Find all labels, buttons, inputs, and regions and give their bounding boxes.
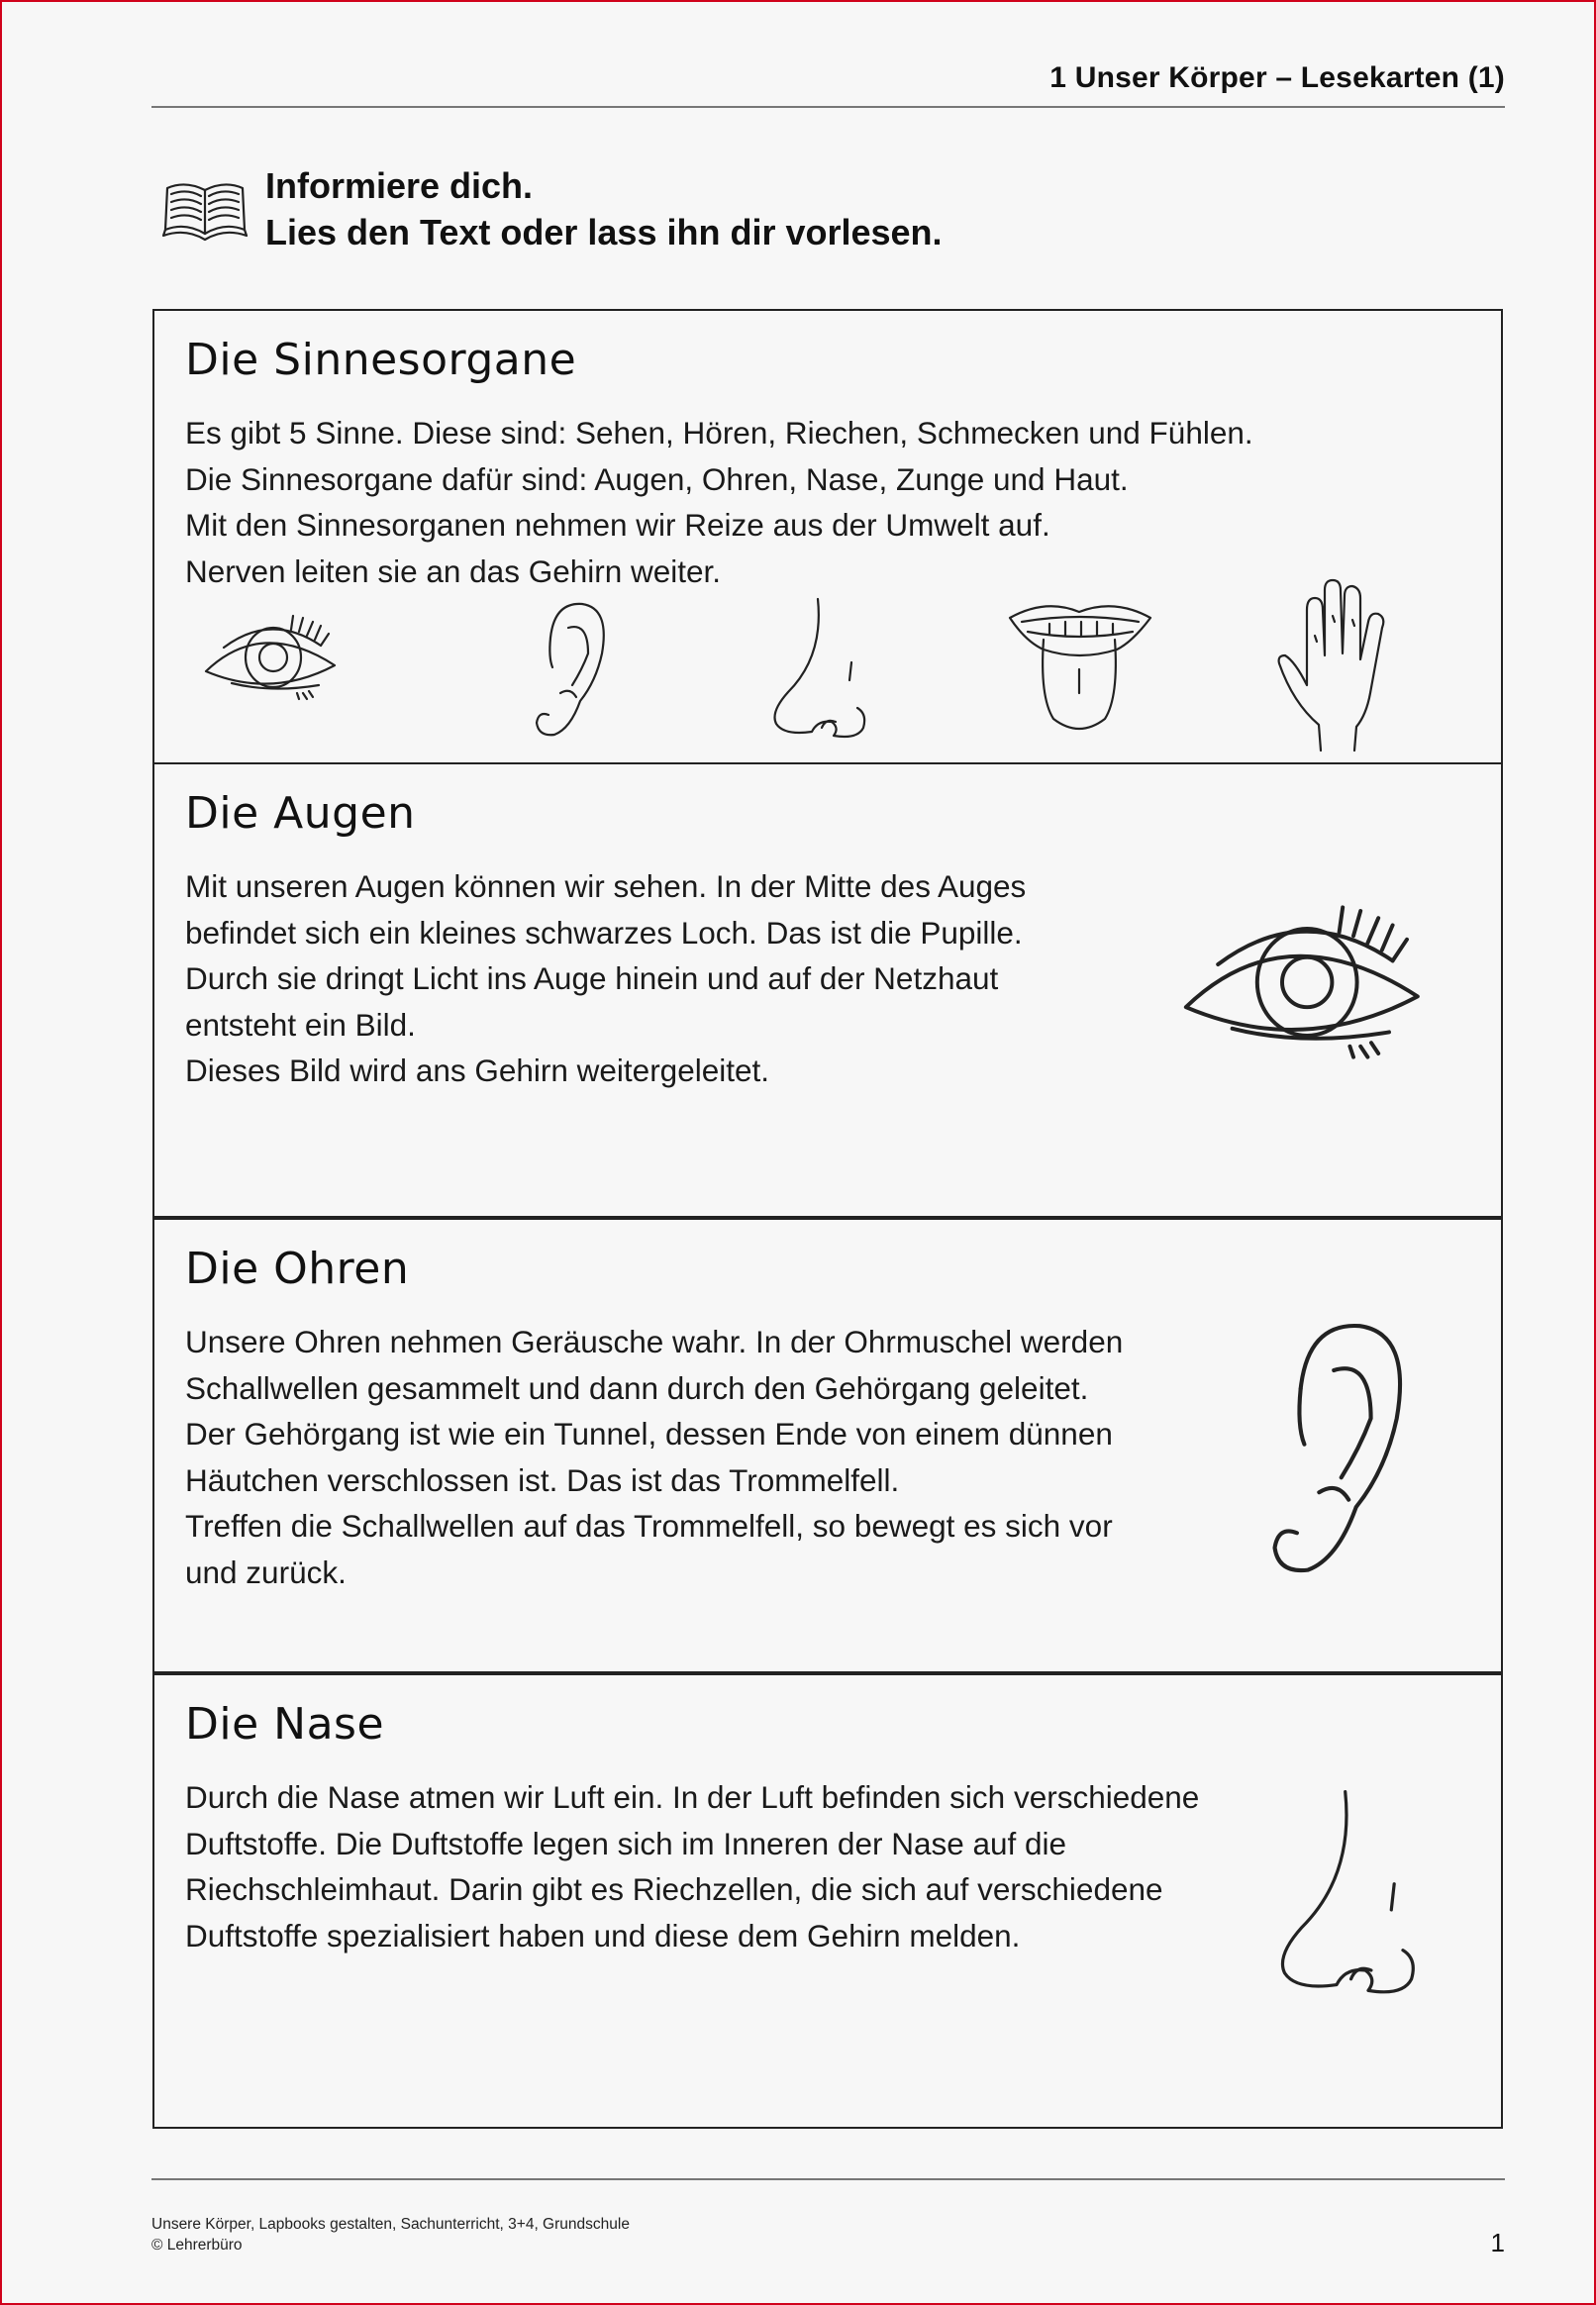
hand-icon bbox=[1273, 576, 1412, 754]
card-title: Die Nase bbox=[185, 1699, 385, 1750]
footer-line-1: Unsere Körper, Lapbooks gestalten, Sachunterricht, 3+4, Grundschule bbox=[151, 2216, 630, 2233]
card-text bbox=[185, 410, 1253, 594]
eye-icon bbox=[202, 608, 356, 707]
nose-icon bbox=[1273, 1762, 1432, 2020]
ear-icon bbox=[1263, 1315, 1412, 1592]
text-line: Häutchen verschlossen ist. Das ist das Trommelfell. bbox=[185, 1461, 900, 1498]
open-book-icon bbox=[161, 174, 249, 244]
footer-divider bbox=[151, 2178, 1505, 2180]
text-line: Duftstoffe spezialisiert haben und diese dem Gehirn melden. bbox=[185, 1917, 1021, 1954]
card-title: Die Sinnesorgane bbox=[185, 335, 577, 385]
card-text bbox=[185, 1319, 1123, 1596]
footer-line-2: © Lehrerbüro bbox=[151, 2237, 243, 2254]
card-text bbox=[185, 863, 1026, 1094]
page-number: 1 bbox=[1490, 2228, 1505, 2257]
text-line: Durch sie dringt Licht ins Auge hinein und auf der Netzhaut bbox=[185, 960, 999, 997]
text-line: Duftstoffe. Die Duftstoffe legen sich im Inneren der Nase auf die bbox=[185, 1825, 1067, 1861]
header-divider bbox=[151, 106, 1505, 108]
text-line: Dieses Bild wird ans Gehirn weitergeleitet. bbox=[185, 1052, 770, 1089]
card-ohren bbox=[152, 1218, 1503, 1673]
text-line: Nerven leiten sie an das Gehirn weiter. bbox=[185, 552, 722, 589]
text-line: Mit unseren Augen können wir sehen. In der Mitte des Auges bbox=[185, 868, 1027, 904]
nose-icon bbox=[768, 593, 877, 742]
text-line: Die Sinnesorgane dafür sind: Augen, Ohren, Nase, Zunge und Haut. bbox=[185, 460, 1129, 497]
card-augen bbox=[152, 762, 1503, 1218]
text-line: Schallwellen gesammelt und dann durch den Gehörgang geleitet. bbox=[185, 1369, 1089, 1406]
text-line: Riechschleimhaut. Darin gibt es Riechzellen, die sich auf verschiedene bbox=[185, 1871, 1163, 1908]
card-title: Die Augen bbox=[185, 788, 416, 839]
footer-credits bbox=[151, 2214, 630, 2255]
text-line: Der Gehörgang ist wie ein Tunnel, dessen Ende von einem dünnen bbox=[185, 1416, 1113, 1453]
instructions bbox=[265, 162, 943, 255]
page-header-title: 1 Unser Körper – Lesekarten (1) bbox=[1049, 61, 1505, 94]
card-sinnesorgane bbox=[152, 309, 1503, 764]
instruction-line-1: Informiere dich. bbox=[265, 165, 534, 206]
text-line: Treffen die Schallwellen auf das Trommelfell, so bewegt es sich vor bbox=[185, 1508, 1113, 1545]
instruction-line-2: Lies den Text oder lass ihn dir vorlesen. bbox=[265, 212, 943, 252]
text-line: und zurück. bbox=[185, 1553, 347, 1590]
card-nase bbox=[152, 1673, 1503, 2129]
text-line: befindet sich ein kleines schwarzes Loch. Das ist die Pupille. bbox=[185, 914, 1023, 951]
card-text bbox=[185, 1774, 1199, 1958]
card-title: Die Ohren bbox=[185, 1244, 410, 1294]
text-line: Unsere Ohren nehmen Geräusche wahr. In der Ohrmuschel werden bbox=[185, 1324, 1124, 1359]
text-line: Es gibt 5 Sinne. Diese sind: Sehen, Hören, Riechen, Schmecken und Fühlen. bbox=[185, 415, 1253, 451]
text-line: Durch die Nase atmen wir Luft ein. In der Luft befinden sich verschiedene bbox=[185, 1779, 1200, 1815]
ear-icon bbox=[531, 598, 610, 747]
tongue-icon bbox=[1006, 598, 1154, 747]
text-line: Mit den Sinnesorganen nehmen wir Reize aus der Umwelt auf. bbox=[185, 507, 1050, 544]
eye-icon bbox=[1174, 893, 1461, 1071]
text-line: entsteht ein Bild. bbox=[185, 1006, 416, 1043]
